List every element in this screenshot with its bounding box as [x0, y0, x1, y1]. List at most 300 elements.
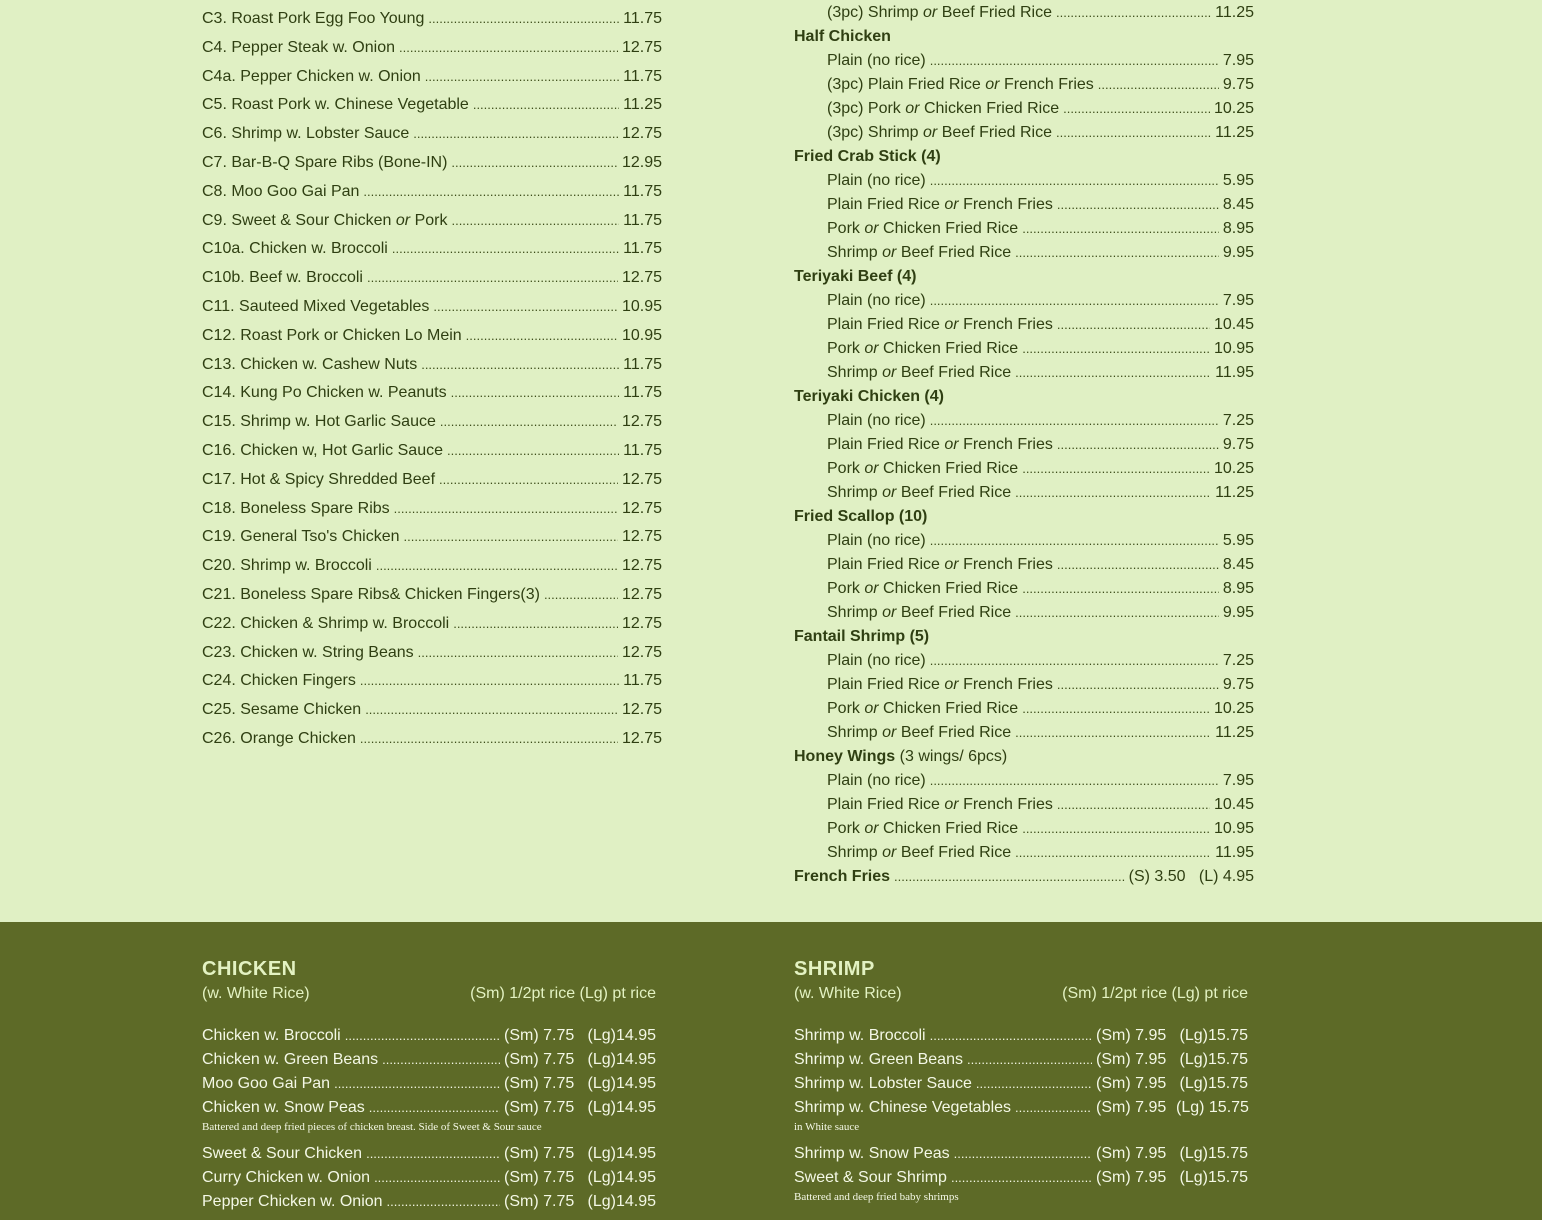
- small-price: (Sm) 7.95: [1096, 1027, 1167, 1044]
- menu-option: [794, 49, 1254, 73]
- dot-leader: [451, 207, 619, 236]
- menu-option: [794, 577, 1254, 601]
- option-name: [827, 673, 1053, 697]
- menu-item: [202, 207, 662, 236]
- item-price: 10.95: [621, 326, 662, 344]
- rice-note: (w. White Rice): [794, 985, 902, 1002]
- option-part: Beef Fried Rice: [900, 364, 1012, 381]
- option-name: [827, 817, 1018, 841]
- option-price: 11.25: [1215, 484, 1254, 501]
- option-name: [827, 73, 1094, 97]
- dot-leader: [367, 264, 618, 293]
- option-part: Beef Fried Rice: [941, 4, 1052, 21]
- item-price: 11.75: [623, 441, 662, 459]
- option-price: 10.45: [1213, 796, 1254, 813]
- dot-leader: [967, 1048, 1092, 1072]
- menu-lower-section: [0, 922, 1542, 1220]
- option-price: 10.25: [1213, 700, 1254, 717]
- menu-item: [202, 437, 662, 466]
- item-name: C4a. Pepper Chicken w. Onion: [202, 67, 421, 85]
- option-price: 8.45: [1222, 196, 1254, 213]
- category-heading: [794, 745, 1254, 769]
- menu-option: [794, 697, 1254, 721]
- option-name: [827, 577, 1018, 601]
- dot-leader: [466, 322, 618, 351]
- dot-leader: [1057, 433, 1219, 457]
- option-part: Shrimp: [827, 364, 878, 381]
- dot-leader: [894, 865, 1125, 889]
- small-price: (Sm) 7.95: [1096, 1099, 1167, 1116]
- menu-item: [202, 639, 662, 668]
- dot-leader: [366, 1142, 500, 1166]
- item-price: 11.75: [623, 240, 662, 258]
- item-price: 11.75: [623, 355, 662, 373]
- item-name: C20. Shrimp w. Broccoli: [202, 557, 372, 575]
- option-name: [827, 121, 1052, 145]
- dot-leader: [1015, 721, 1211, 745]
- category-note: (3 wings/ 6pcs): [899, 748, 1008, 765]
- large-price: (Lg)14.95: [587, 1075, 656, 1092]
- dot-leader: [453, 610, 618, 639]
- or-word: or: [864, 460, 879, 477]
- or-word: or: [923, 4, 938, 21]
- dot-leader: [382, 1048, 500, 1072]
- or-word: or: [944, 196, 959, 213]
- or-word: or: [882, 724, 897, 741]
- small-price: (Sm) 7.75: [504, 1099, 575, 1116]
- small-price: (Sm) 7.75: [504, 1027, 575, 1044]
- option-price: 7.25: [1222, 412, 1254, 429]
- small-price: (Sm) 7.95: [1096, 1075, 1167, 1092]
- menu-item: [794, 865, 1254, 889]
- option-price: 9.75: [1222, 676, 1254, 693]
- option-name: [827, 97, 1059, 121]
- or-word: or: [882, 484, 897, 501]
- option-price: 10.25: [1213, 460, 1254, 477]
- menu-item: [202, 235, 662, 264]
- menu-item: [202, 581, 662, 610]
- option-part: Plain Fried Rice: [827, 316, 940, 333]
- menu-item: [202, 408, 662, 437]
- category-title: Fried Crab Stick (4): [794, 148, 941, 165]
- dish-name: Chicken w. Snow Peas: [202, 1099, 365, 1116]
- item-name: C6. Shrimp w. Lobster Sauce: [202, 125, 410, 143]
- or-word: or: [864, 580, 879, 597]
- chicken-rows: [202, 1024, 656, 1214]
- menu-option: [794, 337, 1254, 361]
- menu-item: [202, 34, 662, 63]
- menu-option: [794, 601, 1254, 625]
- option-name: [827, 769, 926, 793]
- dot-leader: [451, 149, 618, 178]
- menu-option: [794, 673, 1254, 697]
- dot-leader: [374, 1166, 500, 1190]
- dot-leader: [440, 408, 618, 437]
- item-price: 11.75: [623, 67, 662, 85]
- large-price: (Lg)14.95: [587, 1145, 656, 1162]
- category-title: French Fries: [794, 868, 891, 885]
- option-part: Beef Fried Rice: [900, 844, 1012, 861]
- item-name: C10a. Chicken w. Broccoli: [202, 240, 388, 258]
- section-subheader: [202, 982, 656, 1006]
- or-word: or: [905, 100, 920, 117]
- option-part: Chicken Fried Rice: [883, 820, 1019, 837]
- dish-description: Battered and deep fried baby shrimps: [794, 1191, 959, 1203]
- dot-leader: [1022, 817, 1210, 841]
- menu-option: [794, 73, 1254, 97]
- dish-row: [202, 1166, 656, 1190]
- dot-leader: [428, 5, 619, 34]
- category-heading: [794, 265, 1254, 289]
- large-price: (Lg)15.75: [1179, 1027, 1248, 1044]
- category-title: Honey Wings: [794, 748, 896, 765]
- dot-leader: [425, 63, 619, 92]
- option-price: 11.25: [1215, 4, 1254, 21]
- menu-item: [202, 293, 662, 322]
- option-price: 11.95: [1215, 364, 1254, 381]
- dot-leader: [1098, 73, 1219, 97]
- option-price: 10.45: [1213, 316, 1254, 333]
- large-price: (Lg)15.75: [1179, 1075, 1248, 1092]
- category-title: Teriyaki Beef (4): [794, 268, 917, 285]
- item-name: C19. General Tso's Chicken: [202, 528, 400, 546]
- dot-leader: [1022, 457, 1210, 481]
- dish-description: in White sauce: [794, 1121, 860, 1133]
- option-part: Plain (no rice): [827, 772, 926, 789]
- dot-leader: [1063, 97, 1210, 121]
- option-part: Pork: [827, 340, 860, 357]
- option-name: [827, 289, 926, 313]
- menu-option: [794, 529, 1254, 553]
- dot-leader: [376, 552, 618, 581]
- item-name: C26. Orange Chicken: [202, 729, 356, 747]
- item-price: 12.75: [621, 413, 662, 431]
- item-price: 12.75: [621, 585, 662, 603]
- or-word: or: [944, 676, 959, 693]
- option-price: 7.25: [1222, 652, 1254, 669]
- dot-leader: [930, 169, 1219, 193]
- menu-option: [794, 481, 1254, 505]
- dot-leader: [544, 581, 618, 610]
- item-price: 12.75: [621, 729, 662, 747]
- option-name: [827, 601, 1011, 625]
- or-word: or: [944, 556, 959, 573]
- option-part: Chicken Fried Rice: [883, 340, 1019, 357]
- or-word: or: [882, 364, 897, 381]
- dot-leader: [345, 1024, 500, 1048]
- dot-leader: [433, 293, 618, 322]
- dot-leader: [1057, 553, 1219, 577]
- category-heading: [794, 25, 1254, 49]
- category-title: Fried Scallop (10): [794, 508, 928, 525]
- or-word: or: [864, 220, 879, 237]
- option-part: (3pc) Shrimp: [827, 124, 919, 141]
- section-subheader: [794, 982, 1248, 1006]
- menu-option: [794, 121, 1254, 145]
- dish-row: [794, 1142, 1248, 1166]
- item-name: C25. Sesame Chicken: [202, 701, 362, 719]
- size-legend: (Sm) 1/2pt rice (Lg) pt rice: [470, 985, 656, 1002]
- item-price: 12.95: [621, 153, 662, 171]
- option-part: Pork: [827, 580, 860, 597]
- or-word: or: [864, 340, 879, 357]
- dot-leader: [930, 289, 1219, 313]
- option-name: [827, 241, 1011, 265]
- dish-name: Shrimp w. Green Beans: [794, 1051, 963, 1068]
- dot-leader: [976, 1072, 1092, 1096]
- menu-item: [202, 322, 662, 351]
- menu-option: [794, 97, 1254, 121]
- dot-leader: [334, 1072, 500, 1096]
- item-name: C21. Boneless Spare Ribs& Chicken Fingers(3): [202, 585, 540, 603]
- dot-leader: [1015, 841, 1211, 865]
- item-name: C15. Shrimp w. Hot Garlic Sauce: [202, 413, 436, 431]
- option-price: 11.25: [1215, 124, 1254, 141]
- dot-leader: [930, 49, 1219, 73]
- option-part: Pork: [827, 700, 860, 717]
- option-name: [827, 553, 1053, 577]
- dot-leader: [1056, 121, 1211, 145]
- option-part: French Fries: [1003, 76, 1094, 93]
- item-name-part: Pork: [414, 211, 448, 229]
- menu-item: [202, 120, 662, 149]
- item-name: C8. Moo Goo Gai Pan: [202, 182, 360, 200]
- menu-option: [794, 553, 1254, 577]
- menu-item: [202, 466, 662, 495]
- dot-leader: [360, 667, 619, 696]
- dish-row: [202, 1142, 656, 1166]
- option-part: Plain Fried Rice: [827, 796, 940, 813]
- option-part: French Fries: [963, 316, 1053, 333]
- option-part: Beef Fried Rice: [900, 724, 1012, 741]
- option-part: French Fries: [963, 796, 1053, 813]
- option-name: [827, 697, 1018, 721]
- item-price: 12.75: [621, 269, 662, 287]
- item-name: C14. Kung Po Chicken w. Peanuts: [202, 384, 447, 402]
- option-price: 10.95: [1213, 340, 1254, 357]
- item-name: C5. Roast Pork w. Chinese Vegetable: [202, 96, 469, 114]
- dish-row: [794, 1166, 1248, 1190]
- item-price: 12.75: [621, 499, 662, 517]
- item-price: 11.75: [623, 384, 662, 402]
- menu-option: [794, 313, 1254, 337]
- option-part: (3pc) Pork: [827, 100, 901, 117]
- item-price: 12.75: [621, 701, 662, 719]
- menu-option: [794, 289, 1254, 313]
- option-part: Shrimp: [827, 724, 878, 741]
- dish-row: [202, 1190, 656, 1214]
- menu-item: [202, 379, 662, 408]
- dish-row: [202, 1096, 656, 1120]
- or-word: or: [944, 796, 959, 813]
- item-price: 11.25: [623, 96, 662, 114]
- or-word: or: [882, 844, 897, 861]
- option-part: Chicken Fried Rice: [883, 220, 1019, 237]
- or-word: or: [882, 244, 897, 261]
- option-name: [827, 217, 1018, 241]
- option-name: [827, 721, 1011, 745]
- dot-leader: [930, 649, 1219, 673]
- small-price: (Sm) 7.95: [1096, 1051, 1167, 1068]
- item-name: [202, 207, 447, 236]
- option-part: Plain (no rice): [827, 532, 926, 549]
- option-name: [827, 649, 926, 673]
- section-title: CHICKEN: [202, 958, 297, 980]
- dot-leader: [392, 235, 619, 264]
- option-part: Chicken Fried Rice: [923, 100, 1060, 117]
- item-name: C11. Sauteed Mixed Vegetables: [202, 297, 430, 315]
- item-price: 12.75: [621, 470, 662, 488]
- dish-name: Sweet & Sour Chicken: [202, 1145, 363, 1162]
- option-price: 9.75: [1222, 436, 1254, 453]
- option-name: [827, 481, 1011, 505]
- or-word: or: [864, 700, 879, 717]
- item-price: 12.75: [621, 614, 662, 632]
- dish-row: [794, 1096, 1248, 1120]
- option-part: (3pc) Shrimp: [827, 4, 919, 21]
- shrimp-rows: [794, 1024, 1248, 1212]
- option-price: 10.95: [1213, 820, 1254, 837]
- item-name: C22. Chicken & Shrimp w. Broccoli: [202, 614, 450, 632]
- category-heading: [794, 385, 1254, 409]
- menu-item: [202, 149, 662, 178]
- item-name: C18. Boneless Spare Ribs: [202, 499, 390, 517]
- dish-name: Curry Chicken w. Onion: [202, 1169, 371, 1186]
- option-part: Plain (no rice): [827, 292, 926, 309]
- or-word: or: [944, 316, 959, 333]
- menu-option: [794, 841, 1254, 865]
- item-name: C13. Chicken w. Cashew Nuts: [202, 355, 418, 373]
- small-price: (Sm) 7.95: [1096, 1169, 1167, 1186]
- option-name: [827, 313, 1053, 337]
- dot-leader: [404, 523, 618, 552]
- dot-leader: [447, 437, 619, 466]
- option-price: 9.95: [1222, 244, 1254, 261]
- option-price: 9.75: [1222, 76, 1254, 93]
- option-name: [827, 841, 1011, 865]
- dot-leader: [1022, 217, 1219, 241]
- small-price: (Sm) 7.75: [504, 1075, 575, 1092]
- option-part: Chicken Fried Rice: [883, 700, 1019, 717]
- option-part: Shrimp: [827, 844, 878, 861]
- option-price: 9.95: [1222, 604, 1254, 621]
- dot-leader: [360, 725, 618, 754]
- option-part: Pork: [827, 820, 860, 837]
- dot-leader: [413, 120, 618, 149]
- menu-item: [202, 91, 662, 120]
- dot-leader: [387, 1190, 500, 1214]
- dish-row: [794, 1024, 1248, 1048]
- menu-item: [202, 610, 662, 639]
- dish-row: [794, 1048, 1248, 1072]
- menu-item: [202, 63, 662, 92]
- menu-item: [202, 667, 662, 696]
- item-name: C12. Roast Pork or Chicken Lo Mein: [202, 326, 462, 344]
- dish-row: [202, 1048, 656, 1072]
- option-part: Plain (no rice): [827, 52, 926, 69]
- item-price: 12.75: [621, 557, 662, 575]
- dot-leader: [1015, 241, 1219, 265]
- category-heading: [794, 145, 1254, 169]
- menu-item: [202, 725, 662, 754]
- category-heading: [794, 505, 1254, 529]
- shrimp-section: [794, 956, 1248, 1212]
- dish-name: Shrimp w. Lobster Sauce: [794, 1075, 972, 1092]
- menu-option: [794, 1, 1254, 25]
- option-price: 7.95: [1222, 292, 1254, 309]
- category-title: Fantail Shrimp (5): [794, 628, 930, 645]
- menu-option: [794, 217, 1254, 241]
- option-price: 11.95: [1215, 844, 1254, 861]
- item-name: C4. Pepper Steak w. Onion: [202, 38, 395, 56]
- dot-leader: [954, 1142, 1092, 1166]
- dot-leader: [369, 1096, 500, 1120]
- menu-option: [794, 649, 1254, 673]
- option-name: [827, 49, 926, 73]
- menu-item: [202, 178, 662, 207]
- item-name: C23. Chicken w. String Beans: [202, 643, 414, 661]
- option-part: Pork: [827, 460, 860, 477]
- option-price: 5.95: [1222, 532, 1254, 549]
- small-price: (Sm) 7.75: [504, 1193, 575, 1210]
- or-word: or: [985, 76, 1000, 93]
- large-price: (Lg)14.95: [587, 1169, 656, 1186]
- option-part: Plain Fried Rice: [827, 556, 940, 573]
- dot-leader: [394, 495, 618, 524]
- large-price: (Lg)14.95: [587, 1099, 656, 1116]
- dot-leader: [363, 178, 619, 207]
- dish-name: Shrimp w. Broccoli: [794, 1027, 926, 1044]
- option-part: (3pc) Plain Fried Rice: [827, 76, 981, 93]
- option-name: [827, 169, 926, 193]
- option-name: [827, 361, 1011, 385]
- or-word: or: [882, 604, 897, 621]
- option-part: Beef Fried Rice: [941, 124, 1052, 141]
- menu-item: [202, 264, 662, 293]
- small-price: (Sm) 7.75: [504, 1145, 575, 1162]
- item-price: 12.75: [621, 528, 662, 546]
- dot-leader: [930, 769, 1219, 793]
- section-title: SHRIMP: [794, 958, 875, 980]
- dish-name: Moo Goo Gai Pan: [202, 1075, 331, 1092]
- option-part: Chicken Fried Rice: [883, 580, 1019, 597]
- category-title: Teriyaki Chicken (4): [794, 388, 944, 405]
- menu-item: [202, 523, 662, 552]
- option-part: Plain Fried Rice: [827, 676, 940, 693]
- item-price: 12.75: [621, 643, 662, 661]
- item-price: 12.75: [621, 38, 662, 56]
- option-price: 10.25: [1213, 100, 1254, 117]
- small-price: (Sm) 7.95: [1096, 1145, 1167, 1162]
- category-heading: [794, 625, 1254, 649]
- dot-leader: [451, 379, 620, 408]
- dot-leader: [1022, 337, 1210, 361]
- dish-name: Sweet & Sour Shrimp: [794, 1169, 947, 1186]
- dot-leader: [418, 639, 618, 668]
- dish-description: Battered and deep fried pieces of chicken breast. Side of Sweet & Sour sauce: [202, 1121, 542, 1133]
- menu-option: [794, 769, 1254, 793]
- menu-item: [202, 351, 662, 380]
- menu-option: [794, 193, 1254, 217]
- option-price: 7.95: [1222, 52, 1254, 69]
- option-name: [827, 457, 1018, 481]
- item-price: (S) 3.50 (L) 4.95: [1128, 868, 1254, 885]
- dish-row: [794, 1072, 1248, 1096]
- large-price: (Lg)14.95: [587, 1193, 656, 1210]
- option-part: Plain (no rice): [827, 652, 926, 669]
- menu-option: [794, 721, 1254, 745]
- dish-name: Chicken w. Green Beans: [202, 1051, 379, 1068]
